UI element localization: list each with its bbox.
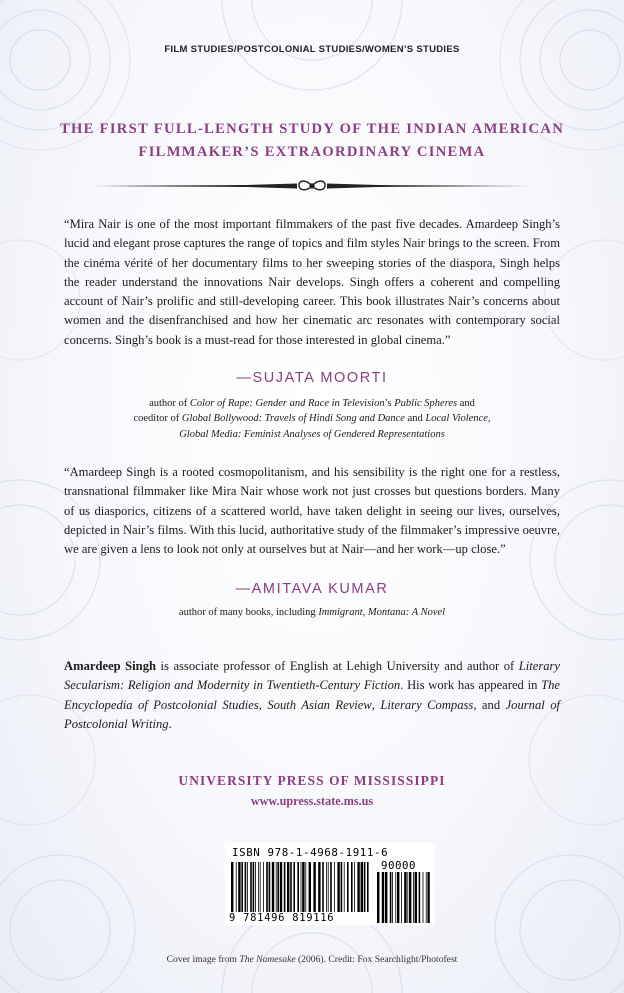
- barcode-bar: [361, 862, 363, 912]
- barcode-bar: [272, 862, 274, 912]
- cred-line-3: Global Media: Feminist Analyses of Gendered Representations: [179, 428, 445, 440]
- barcode-bar: [277, 862, 279, 912]
- barcode-bar: [250, 862, 252, 912]
- cred-line-1: author of Color of Rape: Gender and Race in Television’s Public Spheres and: [149, 398, 475, 409]
- barcode-bar: [341, 862, 343, 912]
- barcode-bar: [301, 862, 302, 912]
- headline: [40, 118, 584, 164]
- barcode-bar: [297, 862, 299, 912]
- barcode-bar: [309, 862, 311, 912]
- barcode-bar: [334, 862, 335, 912]
- ornament-divider: [92, 178, 532, 194]
- barcode-bar: [364, 862, 366, 912]
- barcode-bar: [326, 862, 327, 912]
- barcode-bar: [269, 862, 271, 912]
- price-code: 90000: [381, 859, 417, 872]
- barcode-bar: [231, 862, 233, 912]
- blurb-kumar: “Amardeep Singh is a rooted cosmopolitanism, and his sensibility is the right one for a restless, transnational filmmaker like Mira Nair whose work not just crosses but questions borders. Many of us diasporics, citizens of a scattered world, have taken delight in seeing our lives, ourselves, depicted in Nair’s films. With this lucid, authoritative study of the filmmaker’s impressive oeuvre, we are given a lens to look not only at ourselves but at Nair—and her work—up close.”: [64, 465, 560, 557]
- blurb-moorti: “Mira Nair is one of the most important filmmakers of the past five decades. Amardeep Singh’s lucid and elegant prose captures the range of topics and film styles Nair brings to the screen. From the cinéma vérité of her documentary films to her sweeping stories of the diaspora, Singh helps the reader understand the innovations Nair develops. Singh offers a coherent and compelling account of Nair’s prolific and still-developing career. This book illustrates Nair’s concerns about women and the disenfranchised and how her cinematic arc resonates with contemporary social concerns. Singh’s book is a must-read for those interested in global cinema.”: [64, 217, 560, 347]
- barcode-bar: [409, 872, 411, 923]
- barcode-bar: [284, 862, 286, 912]
- barcode-bar: [293, 862, 295, 912]
- barcode-bar: [253, 862, 255, 912]
- barcode-bar: [313, 862, 315, 912]
- barcode-bar: [305, 862, 306, 912]
- cred-line-2: coeditor of Global Bollywood: Travels of Hindi Song and Dance and Local Violence,: [133, 413, 491, 425]
- barcode-bar: [260, 862, 261, 912]
- publisher-name: UNIVERSITY PRESS OF MISSISSIPPI: [178, 773, 446, 788]
- barcode-bar: [347, 862, 349, 912]
- barcode-bar: [337, 862, 339, 912]
- barcode-bar: [385, 872, 387, 923]
- author-bio: Amardeep Singh is associate professor of English at Lehigh University and author of Literary Secularism: Religion and Modernity in Twentieth-Century Fiction. His work has appeared in The Encyclopedia of Postcolonial Studies, South Asian Review, Literary Compass, and Journal of Postcolonial Writing.: [64, 659, 561, 731]
- barcode-bar: [322, 862, 324, 912]
- barcode-bar: [318, 862, 320, 912]
- barcode-bar: [426, 872, 427, 923]
- barcode-bar: [241, 862, 243, 912]
- barcode-bar: [276, 862, 277, 912]
- author-name: Amardeep Singh: [64, 659, 156, 673]
- headline-line-1: THE FIRST FULL-LENGTH STUDY OF THE INDIAN AMERICAN: [59, 121, 565, 137]
- publisher-url[interactable]: www.upress.state.ms.us: [250, 794, 374, 808]
- barcode-bar: [280, 862, 282, 912]
- cred-line: author of many books, including Immigrant, Montana: A Novel: [178, 607, 446, 618]
- barcode-bar: [413, 872, 414, 923]
- reviewer-credentials-moorti: [60, 396, 564, 442]
- barcode-bar: [247, 862, 248, 912]
- barcode-bar: [258, 862, 259, 912]
- reviewer-name-kumar: —AMITAVA KUMAR: [235, 581, 389, 597]
- reviewer-credentials-kumar: [60, 605, 564, 620]
- barcode-bar: [395, 872, 396, 923]
- addon-barcode: [377, 872, 431, 923]
- barcode-bar: [238, 862, 240, 912]
- cover-image-credit: Cover image from The Namesake (2006). Credit: Fox Searchlight/Photofest: [166, 954, 458, 965]
- barcode-bar: [328, 862, 329, 912]
- barcode-bar: [407, 872, 408, 923]
- barcode-bar: [245, 862, 247, 912]
- barcode-bar: [290, 862, 292, 912]
- barcode-bar: [382, 872, 384, 923]
- barcode-bar: [419, 872, 421, 923]
- ean-digits: 9 781496 819116: [229, 912, 335, 924]
- barcode-bar: [330, 862, 332, 912]
- isbn-text: ISBN 978-1-4968-1911-6: [232, 846, 389, 859]
- barcode-bar: [236, 862, 237, 912]
- category-line: FILM STUDIES/POSTCOLONIAL STUDIES/WOMEN’S STUDIES: [164, 44, 460, 55]
- barcode-bar: [397, 872, 399, 923]
- barcode-bar: [392, 872, 393, 923]
- headline-line-2: FILMMAKER’S EXTRAORDINARY CINEMA: [138, 144, 486, 160]
- barcode-bar: [377, 872, 379, 923]
- ean-barcode: [231, 862, 371, 912]
- barcode-bar: [263, 862, 264, 912]
- barcode-bar: [390, 872, 392, 923]
- barcode-bar: [266, 862, 268, 912]
- barcode-bar: [302, 862, 304, 912]
- barcode-bar: [404, 872, 406, 923]
- barcode-bar: [401, 872, 402, 923]
- barcode-bar: [287, 862, 289, 912]
- barcode-bar: [415, 872, 417, 923]
- barcode-bar: [423, 872, 424, 923]
- barcode-bar: [357, 862, 359, 912]
- barcode-bar: [354, 862, 355, 912]
- barcode-bar: [367, 862, 369, 912]
- barcode-bar: [351, 862, 353, 912]
- reviewer-name-moorti: —SUJATA MOORTI: [236, 370, 388, 386]
- barcode-bar: [344, 862, 345, 912]
- barcode-bar: [427, 872, 429, 923]
- barcode-bar: [255, 862, 256, 912]
